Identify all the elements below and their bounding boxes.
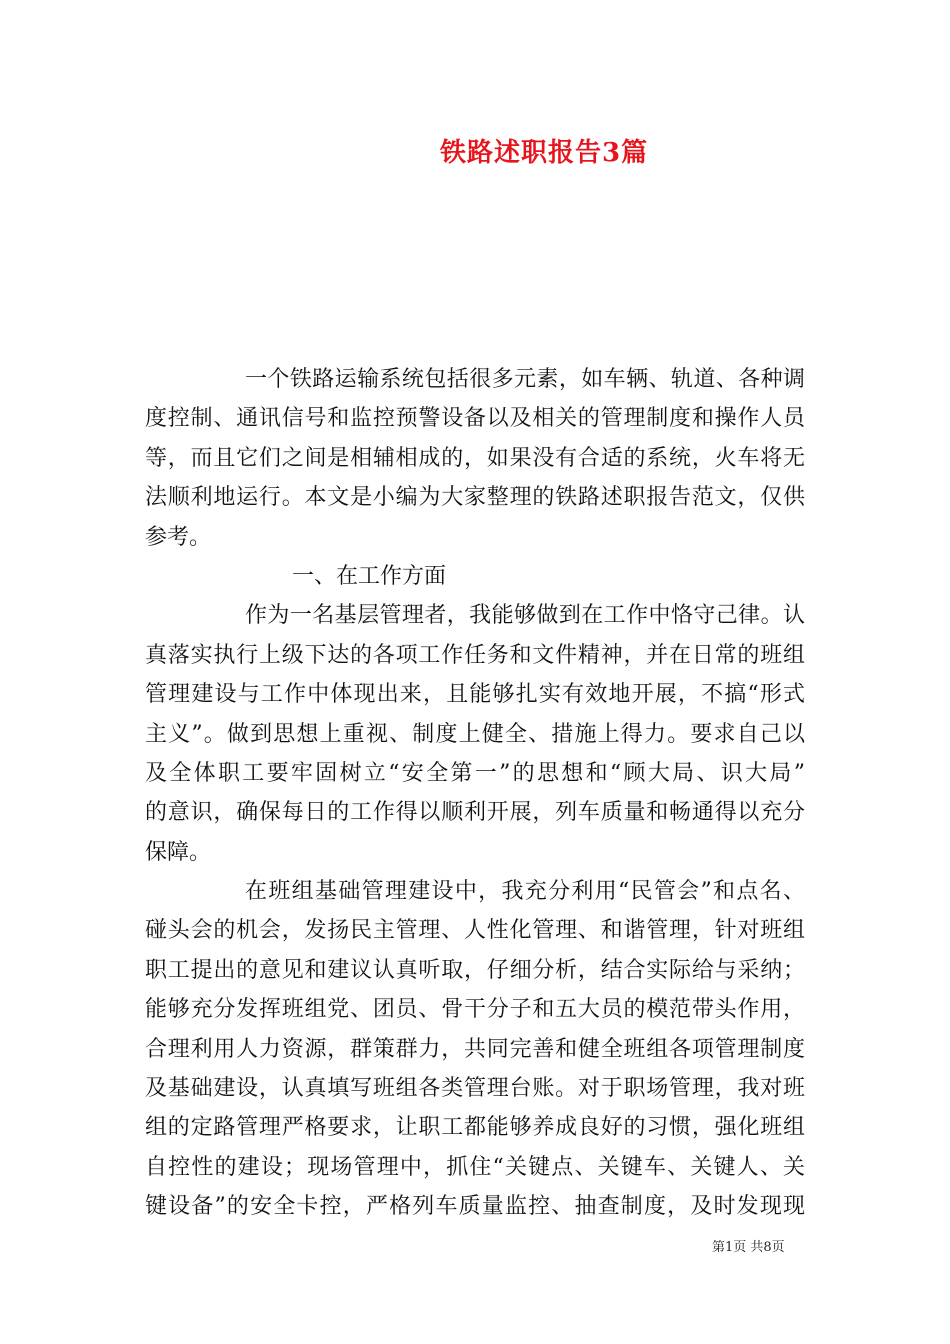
body-line: 能够充分发挥班组党、团员、骨干分子和五大员的模范带头作用， xyxy=(145,997,805,1023)
body-line: 真落实执行上级下达的各项工作任务和文件精神，并在日常的班组 xyxy=(145,642,805,668)
body-line: 碰头会的机会，发扬民主管理、人性化管理、和谐管理，针对班组 xyxy=(145,918,805,944)
page-number-footer: 第1页 共8页 xyxy=(712,1240,785,1255)
body-line: 保障。 xyxy=(145,839,212,865)
body-line: 合理利用人力资源，群策群力，共同完善和健全班组各项管理制度 xyxy=(145,1036,805,1062)
body-line: 作为一名基层管理者，我能够做到在工作中恪守己律。认 xyxy=(245,603,805,629)
document-title: 铁路述职报告3篇 xyxy=(440,138,649,168)
body-line: 组的定路管理严格要求，让职工都能够养成良好的习惯，强化班组 xyxy=(145,1115,805,1141)
body-line: 参考。 xyxy=(145,524,212,550)
body-line: 一个铁路运输系统包括很多元素，如车辆、轨道、各种调 xyxy=(245,367,805,392)
body-line: 及基础建设，认真填写班组各类管理台账。对于职场管理，我对班 xyxy=(145,1076,805,1102)
body-line: 主义”。做到思想上重视、制度上健全、措施上得力。要求自己以 xyxy=(145,721,805,747)
body-line: 等，而且它们之间是相辅相成的，如果没有合适的系统，火车将无 xyxy=(145,445,805,471)
body-line: 法顺利地运行。本文是小编为大家整理的铁路述职报告范文，仅供 xyxy=(145,485,805,511)
section-heading: 一、在工作方面 xyxy=(292,563,447,589)
body-line: 键设备”的安全卡控，严格列车质量监控、抽查制度，及时发现现 xyxy=(145,1194,805,1220)
body-line: 职工提出的意见和建议认真听取，仔细分析，结合实际给与采纳； xyxy=(145,957,805,983)
body-line: 管理建设与工作中体现出来，且能够扎实有效地开展，不搞“形式 xyxy=(145,682,805,708)
body-line: 在班组基础管理建设中，我充分利用“民管会”和点名、 xyxy=(245,879,805,905)
body-line: 自控性的建设；现场管理中，抓住“关键点、关键车、关键人、关 xyxy=(145,1154,805,1180)
document-body xyxy=(145,360,805,1227)
body-line: 的意识，确保每日的工作得以顺利开展，列车质量和畅通得以充分 xyxy=(145,800,805,826)
body-line: 度控制、通讯信号和监控预警设备以及相关的管理制度和操作人员 xyxy=(145,406,805,432)
body-line: 及全体职工要牢固树立“安全第一”的思想和“顾大局、识大局” xyxy=(145,760,805,786)
